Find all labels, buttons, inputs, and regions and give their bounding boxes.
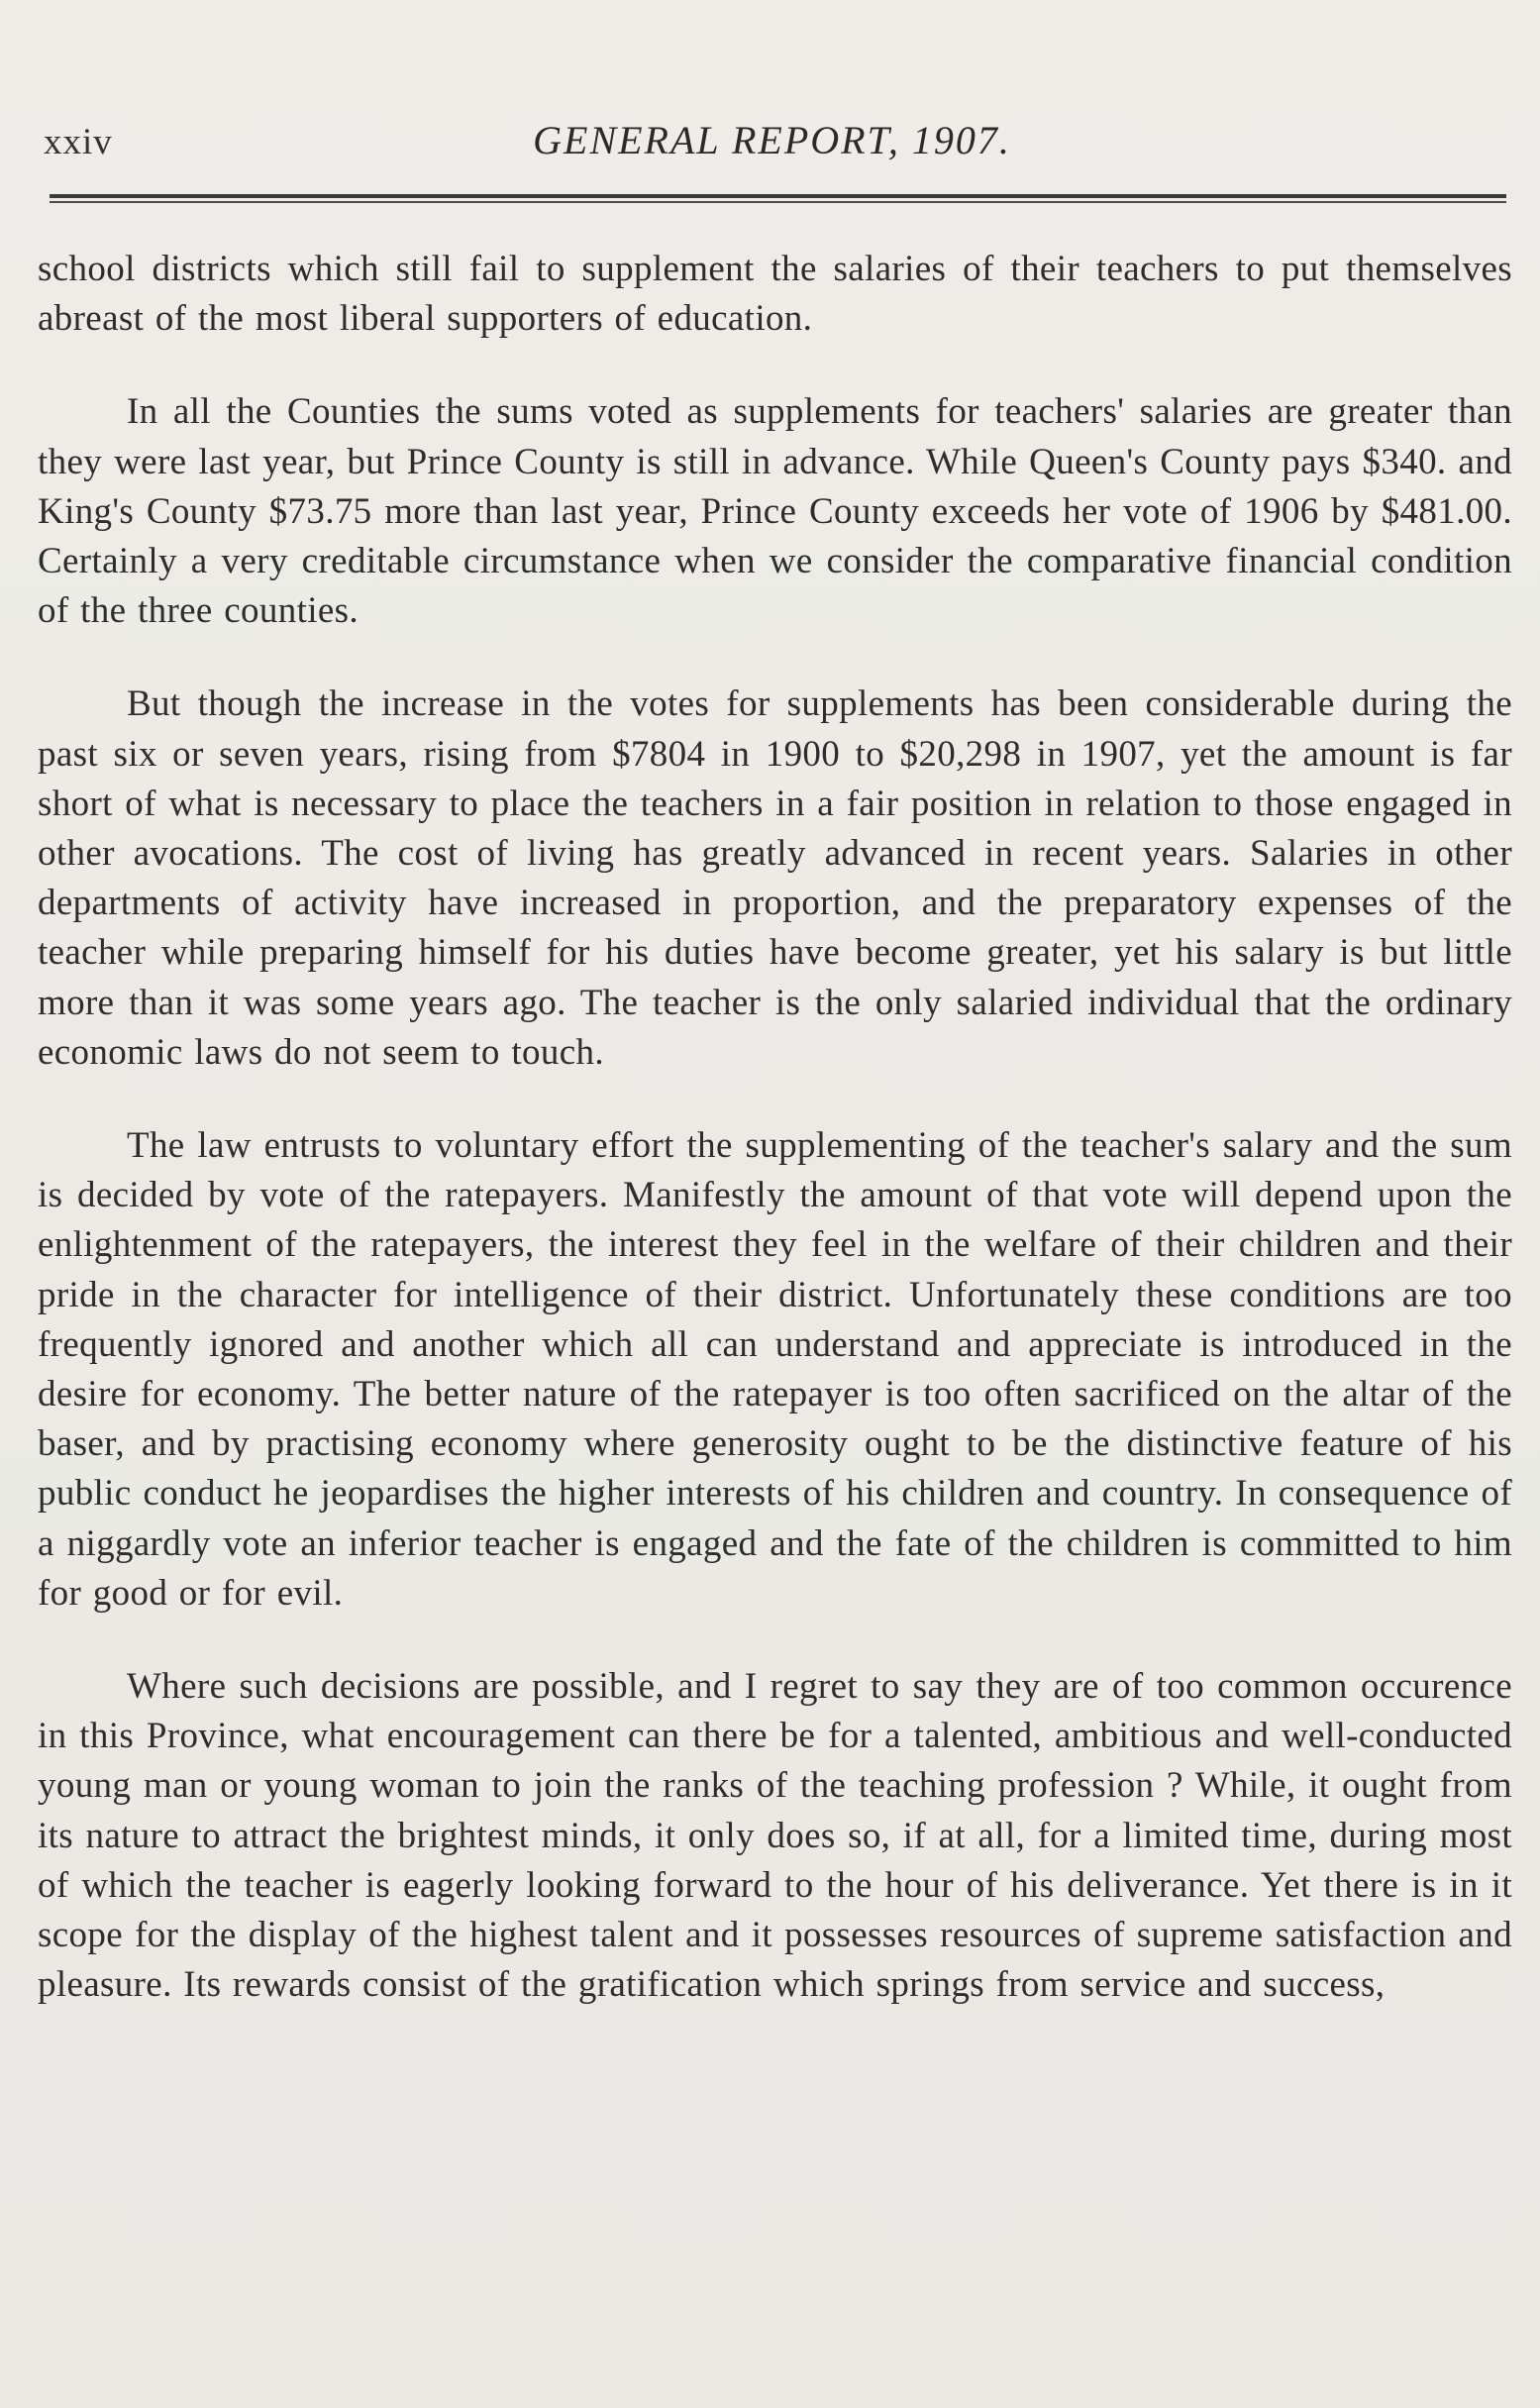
header-rule bbox=[50, 194, 1506, 203]
page-number: xxiv bbox=[44, 122, 113, 162]
running-title: GENERAL REPORT, 1907. bbox=[533, 118, 1011, 162]
paragraph: In all the Counties the sums voted as supplements for teachers' salaries are greater than they were last year, but Prince County is still in advance. While Queen's County pays $340. and King's County $73.75 more than last year, Prince County exceeds her vote of 1906 by $481.00. Certainly a very creditable circumstance when we consider the comparative financial condition of the three counties. bbox=[38, 391, 1512, 632]
paragraph: Where such decisions are possible, and I regret to say they are of too common occurence in this Province, what encouragement can there be for a talented, ambitious and well-conducted young man or young woman to join the ranks of the teaching profession ? While, it ought from its nature to attract the brightest minds, it only does so, if at all, for a limited time, during most of which the teacher is eagerly looking forward to the hour of his deliverance. Yet there is in it scope for the display of the highest talent and it possesses resources of supreme satisfaction and pleasure. Its rewards consist of the gratification which springs from service and success, bbox=[38, 1666, 1512, 2006]
paragraph: But though the increase in the votes for supplements has been considerable during the past six or seven years, rising from $7804 in 1900 to $20,298 in 1907, yet the amount is far short of what is necessary to place the teachers in a fair position in relation to those engaged in other avocations. The cost of living has greatly advanced in recent years. Salaries in other departments of activity have increased in proportion, and the preparatory expenses of the teacher while preparing himself for his duties have become greater, yet his salary is but little more than it was some years ago. The teacher is the only salaried individual that the ordinary economic laws do not seem to touch. bbox=[38, 683, 1512, 1073]
page-header bbox=[32, 111, 1512, 174]
body-text bbox=[32, 245, 1512, 2011]
paragraph: The law entrusts to voluntary effort the supplementing of the teacher's salary and the sum is decided by vote of the ratepayers. Manifestly the amount of that vote will depend upon the enlightenment of the ratepayers, the interest they feel in the welfare of their children and their pride in the character for intelligence of their district. Unfortunately these conditions are too frequently ignored and another which all can understand and appreciate is introduced in the desire for economy. The better nature of the ratepayer is too often sacrificed on the altar of the baser, and by practising economy where generosity ought to be the distinctive feature of his public conduct he jeopardises the higher interests of his children and country. In consequence of a niggardly vote an inferior teacher is engaged and the fate of the children is committed to him for good or for evil. bbox=[38, 1125, 1512, 1614]
paragraph: school districts which still fail to supplement the salaries of their teachers to put themselves abreast of the most liberal supporters of education. bbox=[38, 249, 1512, 340]
